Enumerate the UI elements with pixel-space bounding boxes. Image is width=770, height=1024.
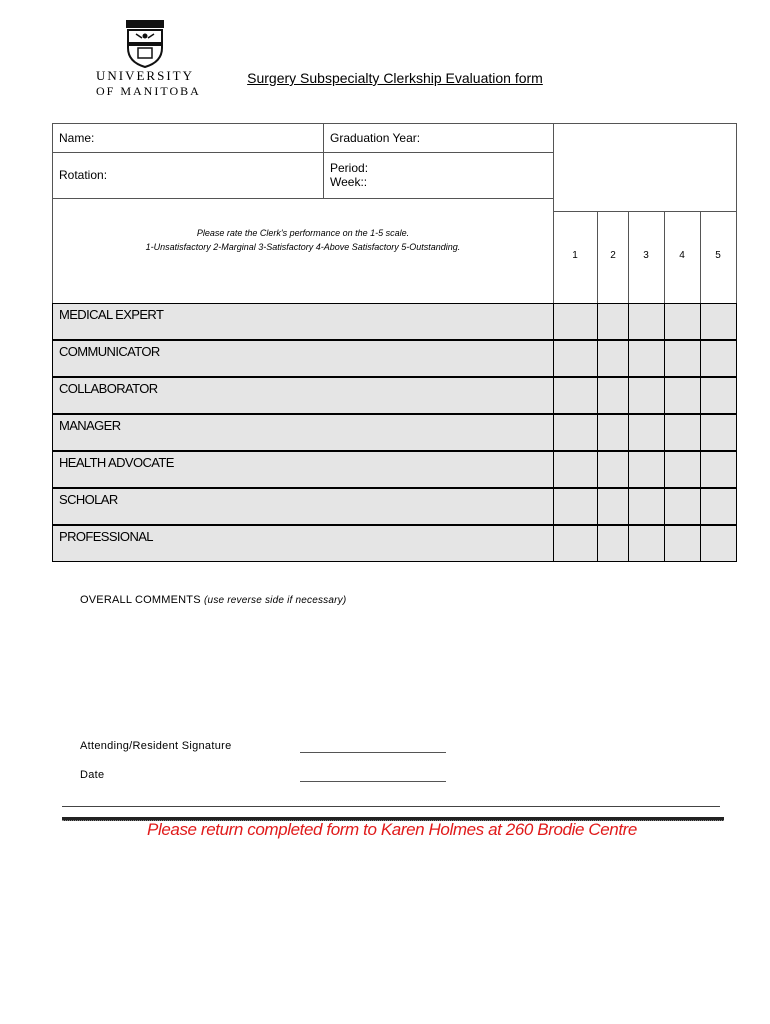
rating-box-2[interactable] — [597, 451, 629, 488]
university-logo — [96, 18, 201, 100]
competency-label: MEDICAL EXPERT — [59, 307, 164, 322]
scale-label-5: 5 — [715, 250, 721, 261]
rating-box-5[interactable] — [700, 340, 737, 377]
rating-box-2[interactable] — [597, 525, 629, 562]
rating-box-1[interactable] — [553, 340, 598, 377]
rating-box-4[interactable] — [664, 451, 701, 488]
competency-label: SCHOLAR — [59, 492, 118, 507]
competency-label: MANAGER — [59, 418, 121, 433]
rating-box-3[interactable] — [628, 377, 665, 414]
period-label: Period: — [330, 161, 369, 175]
rating-box-3[interactable] — [628, 340, 665, 377]
rating-box-3[interactable] — [628, 414, 665, 451]
rating-box-1[interactable] — [553, 525, 598, 562]
rating-box-4[interactable] — [664, 377, 701, 414]
rating-instructions — [52, 226, 554, 254]
signature-label: Attending/Resident Signature — [80, 740, 232, 752]
rating-box-5[interactable] — [700, 303, 737, 340]
rating-box-5[interactable] — [700, 377, 737, 414]
rating-instructions-line2: 1-Unsatisfactory 2-Marginal 3-Satisfactory 4-Above Satisfactory 5-Outstanding. — [145, 242, 461, 252]
rating-box-3[interactable] — [628, 303, 665, 340]
rating-box-1[interactable] — [553, 377, 598, 414]
date-label: Date — [80, 769, 105, 781]
rating-box-1[interactable] — [553, 451, 598, 488]
rating-box-1[interactable] — [553, 488, 598, 525]
rating-box-4[interactable] — [664, 303, 701, 340]
week-label: Week:: — [330, 175, 368, 189]
scale-label-2: 2 — [610, 250, 616, 261]
name-cell[interactable] — [52, 123, 324, 153]
crest-icon — [122, 18, 168, 68]
overall-comments-note: (use reverse side if necessary) — [204, 595, 347, 606]
rating-box-1[interactable] — [553, 414, 598, 451]
rating-box-4[interactable] — [664, 414, 701, 451]
rating-box-3[interactable] — [628, 525, 665, 562]
period-week-cell[interactable] — [323, 152, 554, 199]
rating-box-4[interactable] — [664, 525, 701, 562]
rating-box-5[interactable] — [700, 525, 737, 562]
signature-line[interactable] — [300, 752, 446, 753]
competency-label: PROFESSIONAL — [59, 529, 153, 544]
scale-label-1: 1 — [572, 250, 578, 261]
rating-box-4[interactable] — [664, 340, 701, 377]
rating-box-5[interactable] — [700, 488, 737, 525]
competency-row-collaborator — [52, 377, 554, 414]
rating-box-2[interactable] — [597, 340, 629, 377]
rating-box-2[interactable] — [597, 414, 629, 451]
overall-comments-title: OVERALL COMMENTS — [80, 594, 201, 606]
rotation-cell[interactable] — [52, 152, 324, 199]
rating-box-1[interactable] — [553, 303, 598, 340]
competency-row-manager — [52, 414, 554, 451]
rating-box-3[interactable] — [628, 451, 665, 488]
graduation-year-cell[interactable] — [323, 123, 554, 153]
divider-line — [62, 806, 720, 807]
rating-box-5[interactable] — [700, 451, 737, 488]
rotation-label: Rotation: — [59, 168, 108, 182]
return-instructions: Please return completed form to Karen Holmes at 260 Brodie Centre — [147, 820, 637, 839]
name-label: Name: — [59, 131, 95, 145]
competency-label: COMMUNICATOR — [59, 344, 160, 359]
competency-row-professional — [52, 525, 554, 562]
competency-label: HEALTH ADVOCATE — [59, 455, 174, 470]
competency-row-medical-expert — [52, 303, 554, 340]
rating-box-5[interactable] — [700, 414, 737, 451]
competency-row-communicator — [52, 340, 554, 377]
rating-box-2[interactable] — [597, 488, 629, 525]
competency-label: COLLABORATOR — [59, 381, 158, 396]
rating-box-2[interactable] — [597, 303, 629, 340]
logo-text-manitoba: OF MANITOBA — [96, 84, 201, 98]
date-line[interactable] — [300, 781, 446, 782]
overall-comments-label — [80, 594, 346, 606]
blank-corner-cell — [553, 123, 737, 212]
rating-box-3[interactable] — [628, 488, 665, 525]
graduation-year-label: Graduation Year: — [330, 131, 421, 145]
scale-label-3: 3 — [643, 250, 649, 261]
form-title: Surgery Subspecialty Clerkship Evaluation form — [247, 70, 543, 86]
rating-box-4[interactable] — [664, 488, 701, 525]
rating-instructions-line1: Please rate the Clerk's performance on the 1-5 scale. — [196, 228, 410, 238]
scale-label-4: 4 — [679, 250, 685, 261]
competency-row-health-advocate — [52, 451, 554, 488]
competency-row-scholar — [52, 488, 554, 525]
logo-text-university: UNIVERSITY — [96, 68, 194, 83]
rating-box-2[interactable] — [597, 377, 629, 414]
